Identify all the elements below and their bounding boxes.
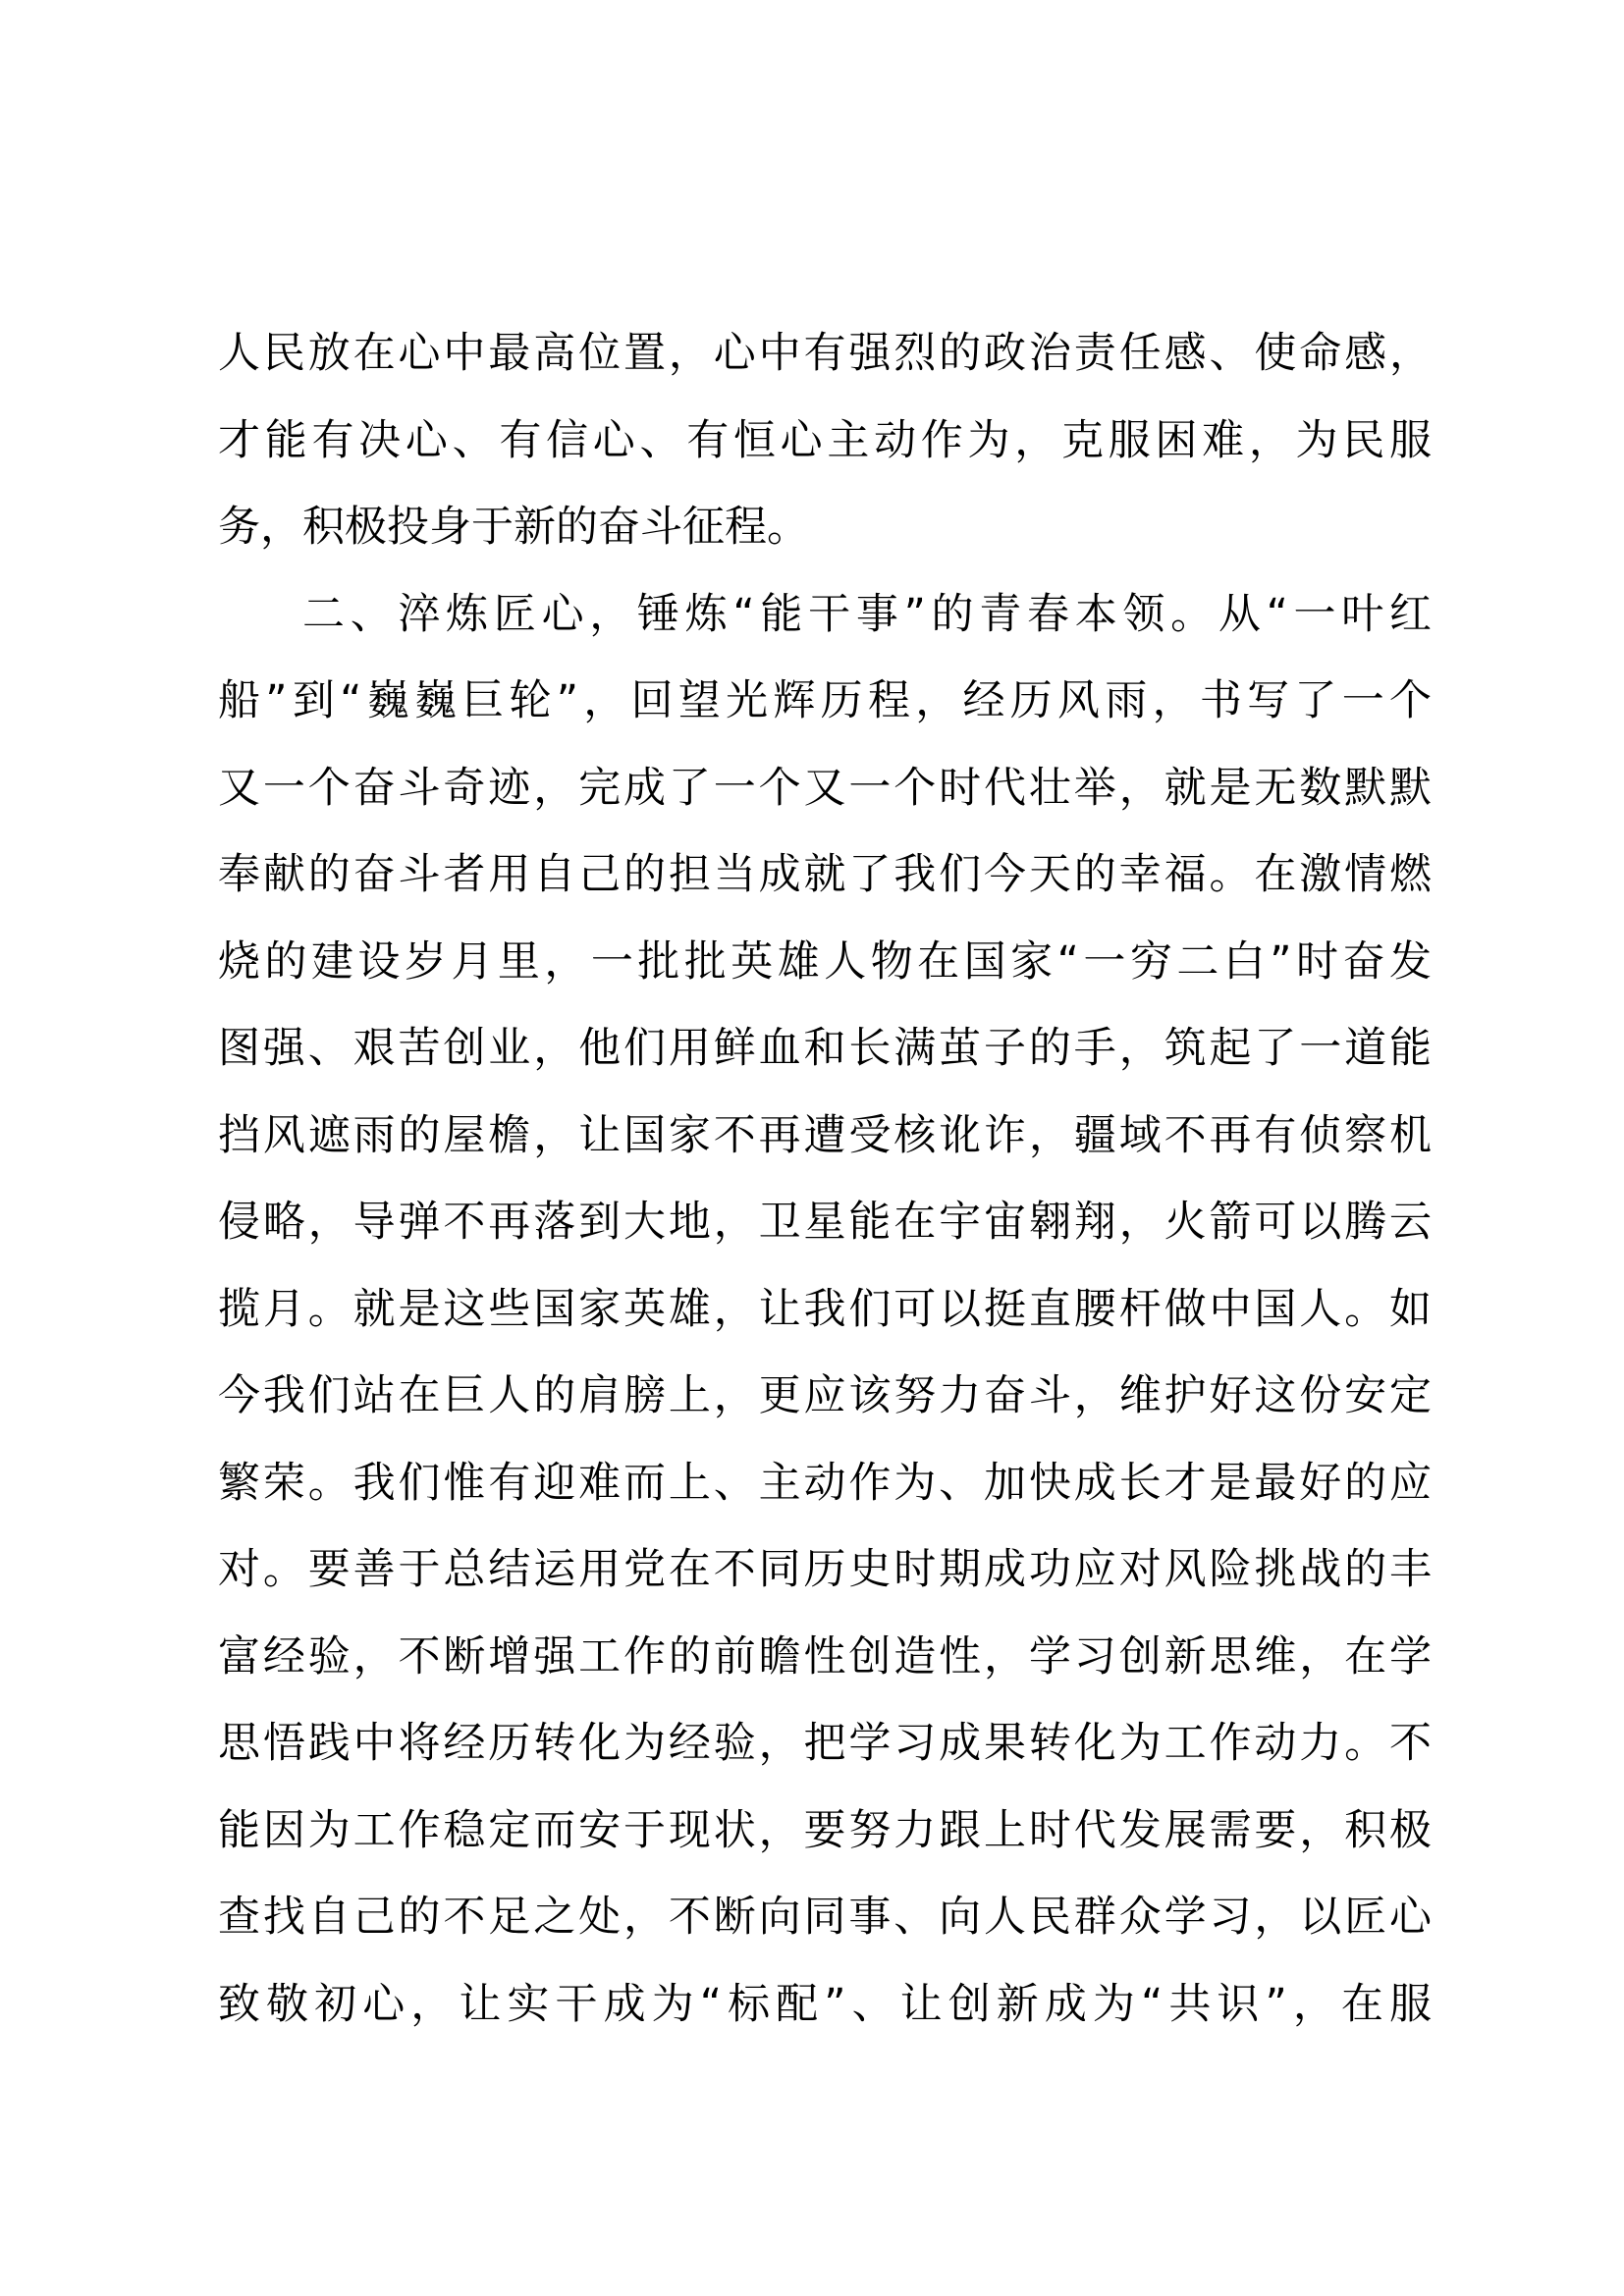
text-line: 致敬初心，让实干成为“标配”、让创新成为“共识”，在服: [218, 1979, 1432, 2029]
body-text: [218, 310, 1432, 2048]
text-line: 奉献的奋斗者用自己的担当成就了我们今天的幸福。在激情燃: [218, 850, 1432, 899]
text-line: 揽月。就是这些国家英雄，让我们可以挺直腰杆做中国人。如: [218, 1284, 1432, 1334]
text-line: 图强、艰苦创业，他们用鲜血和长满茧子的手，筑起了一道能: [218, 1024, 1432, 1073]
text-line: 对。要善于总结运用党在不同历史时期成功应对风险挑战的丰: [218, 1545, 1432, 1594]
text-line: 思悟践中将经历转化为经验，把学习成果转化为工作动力。不: [218, 1719, 1432, 1768]
text-line: 侵略，导弹不再落到大地，卫星能在宇宙翱翔，火箭可以腾云: [218, 1198, 1432, 1247]
section-heading-line: 二、淬炼匠心，锤炼“能干事”的青春本领。从“一叶红: [302, 589, 1432, 639]
text-line: 务，积极投身于新的奋斗征程。: [218, 503, 809, 552]
text-line: 今我们站在巨人的肩膀上，更应该努力奋斗，维护好这份安定: [218, 1371, 1432, 1420]
text-line: 挡风遮雨的屋檐，让国家不再遭受核讹诈，疆域不再有侦察机: [218, 1110, 1432, 1160]
text-line: 查找自己的不足之处，不断向同事、向人民群众学习，以匠心: [218, 1893, 1432, 1942]
text-line: 船”到“巍巍巨轮”，回望光辉历程，经历风雨，书写了一个: [218, 676, 1432, 725]
text-line: 能因为工作稳定而安于现状，要努力跟上时代发展需要，积极: [218, 1805, 1432, 1855]
text-line: 富经验，不断增强工作的前瞻性创造性，学习创新思维，在学: [218, 1631, 1432, 1682]
text-line: 烧的建设岁月里，一批批英雄人物在国家“一穷二白”时奋发: [218, 936, 1432, 987]
text-line: 又一个奋斗奇迹，完成了一个又一个时代壮举，就是无数默默: [218, 763, 1432, 813]
text-line: 繁荣。我们惟有迎难而上、主动作为、加快成长才是最好的应: [218, 1458, 1432, 1508]
text-line: 才能有决心、有信心、有恒心主动作为，克服困难，为民服: [218, 415, 1432, 465]
text-line: 人民放在心中最高位置，心中有强烈的政治责任感、使命感，: [218, 329, 1432, 378]
